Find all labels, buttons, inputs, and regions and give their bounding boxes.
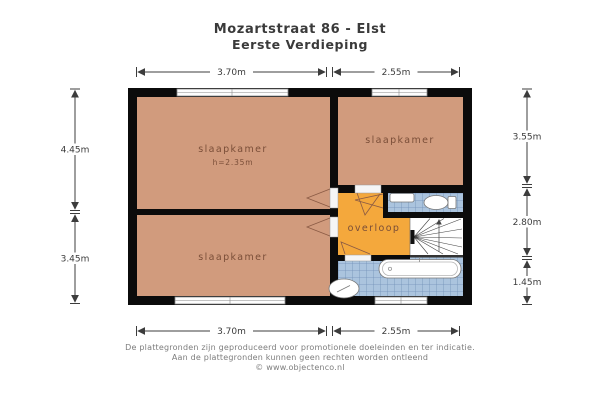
sink-bathroom-icon <box>329 279 359 298</box>
window-bedroom-top-right <box>372 89 427 96</box>
window-bathroom <box>375 297 427 304</box>
label-landing: overloop <box>347 223 401 234</box>
door-opening-bedroom-top-left <box>330 188 338 208</box>
dimension-label: 3.70m <box>217 327 246 338</box>
wall-under-toilet <box>383 212 463 218</box>
disclaimer <box>0 343 600 373</box>
label-bedroom-top-right: slaapkamer <box>365 135 435 146</box>
dimension-left-top <box>54 89 96 211</box>
dimension-left-bottom <box>54 214 96 304</box>
door-opening-bedroom-top-right <box>355 185 381 193</box>
dimension-bottom-left <box>137 325 327 337</box>
window-bedroom-bottom-left <box>175 297 285 304</box>
toilet-icon <box>424 196 456 210</box>
dimension-label: 3.45m <box>60 254 90 265</box>
door-opening-bedroom-bottom-left <box>330 217 338 237</box>
label-bedroom-bottom-left: slaapkamer <box>198 252 268 263</box>
dimension-right-top <box>506 89 548 185</box>
stairs-newel-post <box>411 230 415 244</box>
dimension-right-bottom <box>506 260 548 305</box>
bathtub-icon <box>379 257 461 278</box>
sink-toilet-room-icon <box>390 194 414 203</box>
dimension-right-middle <box>506 188 548 257</box>
wall-under-top-right-bedroom <box>330 185 463 193</box>
disclaimer-line-1: De plattegronden zijn geproduceerd voor promotionele doeleinden en ter indicatie. <box>125 343 475 352</box>
label-ceiling-height: h=2.35m <box>212 158 254 167</box>
dimension-top-right <box>333 66 460 78</box>
dimension-top-left <box>137 66 327 78</box>
dimension-label: 4.45m <box>60 145 90 156</box>
title-address: Mozartstraat 86 - Elst <box>213 22 387 37</box>
wall-between-left-bedrooms <box>137 209 330 215</box>
copyright: © www.objectenco.nl <box>255 363 345 372</box>
label-bedroom-top-left: slaapkamer <box>198 144 268 155</box>
floor-plan <box>128 88 472 305</box>
door-opening-bathroom <box>345 255 371 261</box>
title-floor: Eerste Verdieping <box>231 37 369 52</box>
dimension-label: 3.70m <box>217 68 246 79</box>
wall-stairs-bathroom <box>410 255 463 258</box>
disclaimer-line-2: Aan de plattegronden kunnen geen rechten worden ontleend <box>171 353 429 362</box>
window-bedroom-top-left <box>177 89 288 96</box>
dimension-label: 2.80m <box>512 218 542 229</box>
dimension-label: 1.45m <box>512 278 542 289</box>
dimension-label: 2.55m <box>381 68 411 79</box>
dimension-label: 2.55m <box>381 327 411 338</box>
dimension-label: 3.55m <box>512 132 542 143</box>
dimension-bottom-right <box>333 325 460 337</box>
